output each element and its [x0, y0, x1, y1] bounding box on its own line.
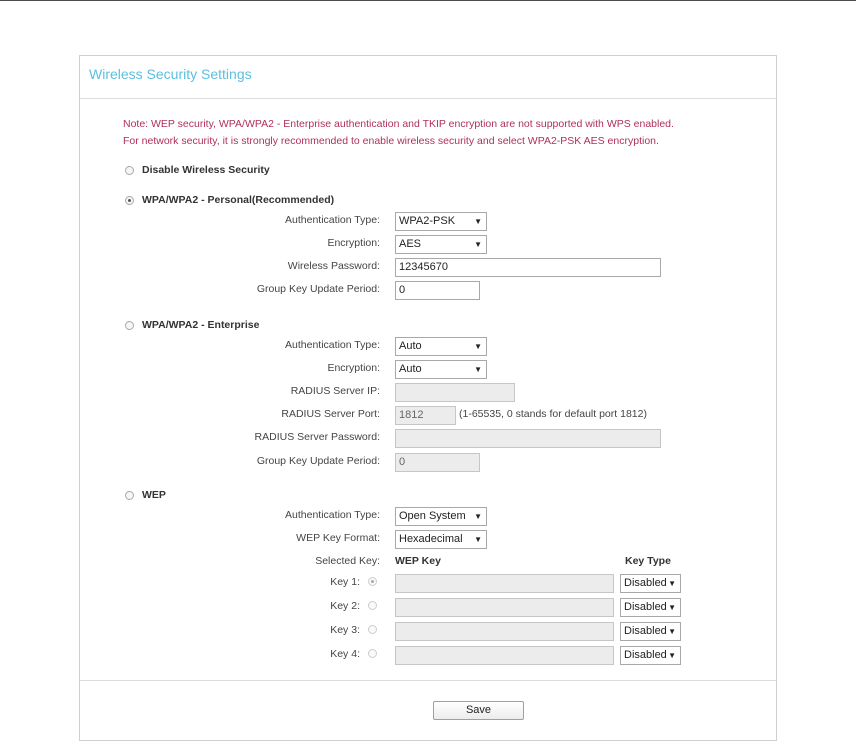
key-4-type-select[interactable]: [620, 646, 681, 665]
key-3-label: Key 3:: [330, 624, 360, 636]
radius-password-label: RADIUS Server Password:: [254, 431, 380, 443]
wep-key-column-header: WEP Key: [395, 555, 441, 567]
key-2-type-value: Disabled: [624, 601, 667, 613]
key-2-input[interactable]: [395, 598, 614, 617]
key-4-label: Key 4:: [330, 648, 360, 660]
key-1-type-value: Disabled: [624, 577, 667, 589]
enterprise-group-key-input[interactable]: 0: [395, 453, 480, 472]
chevron-down-icon: ▼: [474, 240, 482, 249]
wpa-personal-label: WPA/WPA2 - Personal(Recommended): [142, 194, 335, 206]
key-type-column-header: Key Type: [625, 555, 671, 567]
chevron-down-icon: ▼: [474, 512, 482, 521]
wep-key-format-select[interactable]: [395, 530, 487, 549]
enterprise-group-key-label: Group Key Update Period:: [256, 455, 380, 467]
chevron-down-icon: ▼: [668, 651, 676, 660]
enterprise-encryption-select[interactable]: [395, 360, 487, 379]
note-line-1: Note: WEP security, WPA/WPA2 - Enterprise authentication and TKIP encryption are not supported with WPS enabled.: [123, 118, 674, 130]
wep-label: WEP: [142, 489, 166, 501]
personal-auth-type-select[interactable]: [395, 212, 487, 231]
key-3-input[interactable]: [395, 622, 614, 641]
personal-auth-type-value: WPA2-PSK: [399, 215, 456, 227]
enterprise-auth-type-value: Auto: [399, 340, 422, 352]
chevron-down-icon: ▼: [474, 342, 482, 351]
radius-port-hint: (1-65535, 0 stands for default port 1812): [459, 408, 647, 420]
radius-ip-input[interactable]: [395, 383, 515, 402]
wireless-security-panel: [79, 55, 777, 741]
personal-encryption-label: Encryption:: [327, 237, 380, 249]
chevron-down-icon: ▼: [668, 579, 676, 588]
wpa-personal-radio[interactable]: [125, 196, 134, 205]
wep-key-format-label: WEP Key Format:: [296, 532, 380, 544]
wpa-enterprise-option[interactable]: [125, 319, 259, 331]
personal-auth-type-label: Authentication Type:: [285, 214, 380, 226]
enterprise-encryption-value: Auto: [399, 363, 422, 375]
enterprise-encryption-label: Encryption:: [327, 362, 380, 374]
radius-port-label: RADIUS Server Port:: [281, 408, 380, 420]
selected-key-label: Selected Key:: [315, 555, 380, 567]
key-1-input[interactable]: [395, 574, 614, 593]
disable-security-option[interactable]: [125, 164, 270, 176]
radius-ip-label: RADIUS Server IP:: [290, 385, 380, 397]
footer-divider: [80, 680, 776, 681]
personal-group-key-input[interactable]: 0: [395, 281, 480, 300]
wpa-personal-option[interactable]: [125, 194, 334, 206]
save-button[interactable]: Save: [433, 701, 524, 720]
key-2-radio[interactable]: [368, 601, 377, 610]
key-2-type-select[interactable]: [620, 598, 681, 617]
page-title: Wireless Security Settings: [89, 66, 252, 82]
key-4-radio[interactable]: [368, 649, 377, 658]
wep-option[interactable]: [125, 489, 166, 501]
wep-auth-type-select[interactable]: [395, 507, 487, 526]
key-3-radio[interactable]: [368, 625, 377, 634]
key-3-type-value: Disabled: [624, 625, 667, 637]
title-divider: [80, 98, 776, 99]
disable-security-radio[interactable]: [125, 166, 134, 175]
wireless-password-input[interactable]: 12345670: [395, 258, 661, 277]
wep-auth-type-label: Authentication Type:: [285, 509, 380, 521]
key-4-type-value: Disabled: [624, 649, 667, 661]
enterprise-auth-type-select[interactable]: [395, 337, 487, 356]
key-1-type-select[interactable]: [620, 574, 681, 593]
enterprise-auth-type-label: Authentication Type:: [285, 339, 380, 351]
key-1-label: Key 1:: [330, 576, 360, 588]
radius-password-input[interactable]: [395, 429, 661, 448]
wep-key-format-value: Hexadecimal: [399, 533, 463, 545]
wep-auth-type-value: Open System: [399, 510, 466, 522]
top-border: [0, 0, 856, 1]
wpa-enterprise-radio[interactable]: [125, 321, 134, 330]
personal-group-key-label: Group Key Update Period:: [256, 283, 380, 295]
key-4-input[interactable]: [395, 646, 614, 665]
personal-password-label: Wireless Password:: [287, 260, 380, 272]
key-1-radio[interactable]: [368, 577, 377, 586]
chevron-down-icon: ▼: [474, 535, 482, 544]
chevron-down-icon: ▼: [474, 365, 482, 374]
wep-radio[interactable]: [125, 491, 134, 500]
note-line-2: For network security, it is strongly recommended to enable wireless security and select WPA2-PSK AES encryption.: [123, 135, 659, 147]
personal-encryption-select[interactable]: [395, 235, 487, 254]
radius-port-input[interactable]: 1812: [395, 406, 456, 425]
disable-security-label: Disable Wireless Security: [142, 164, 270, 176]
wpa-enterprise-label: WPA/WPA2 - Enterprise: [142, 319, 260, 331]
chevron-down-icon: ▼: [474, 217, 482, 226]
chevron-down-icon: ▼: [668, 627, 676, 636]
personal-encryption-value: AES: [399, 238, 422, 250]
key-2-label: Key 2:: [330, 600, 360, 612]
key-3-type-select[interactable]: [620, 622, 681, 641]
chevron-down-icon: ▼: [668, 603, 676, 612]
